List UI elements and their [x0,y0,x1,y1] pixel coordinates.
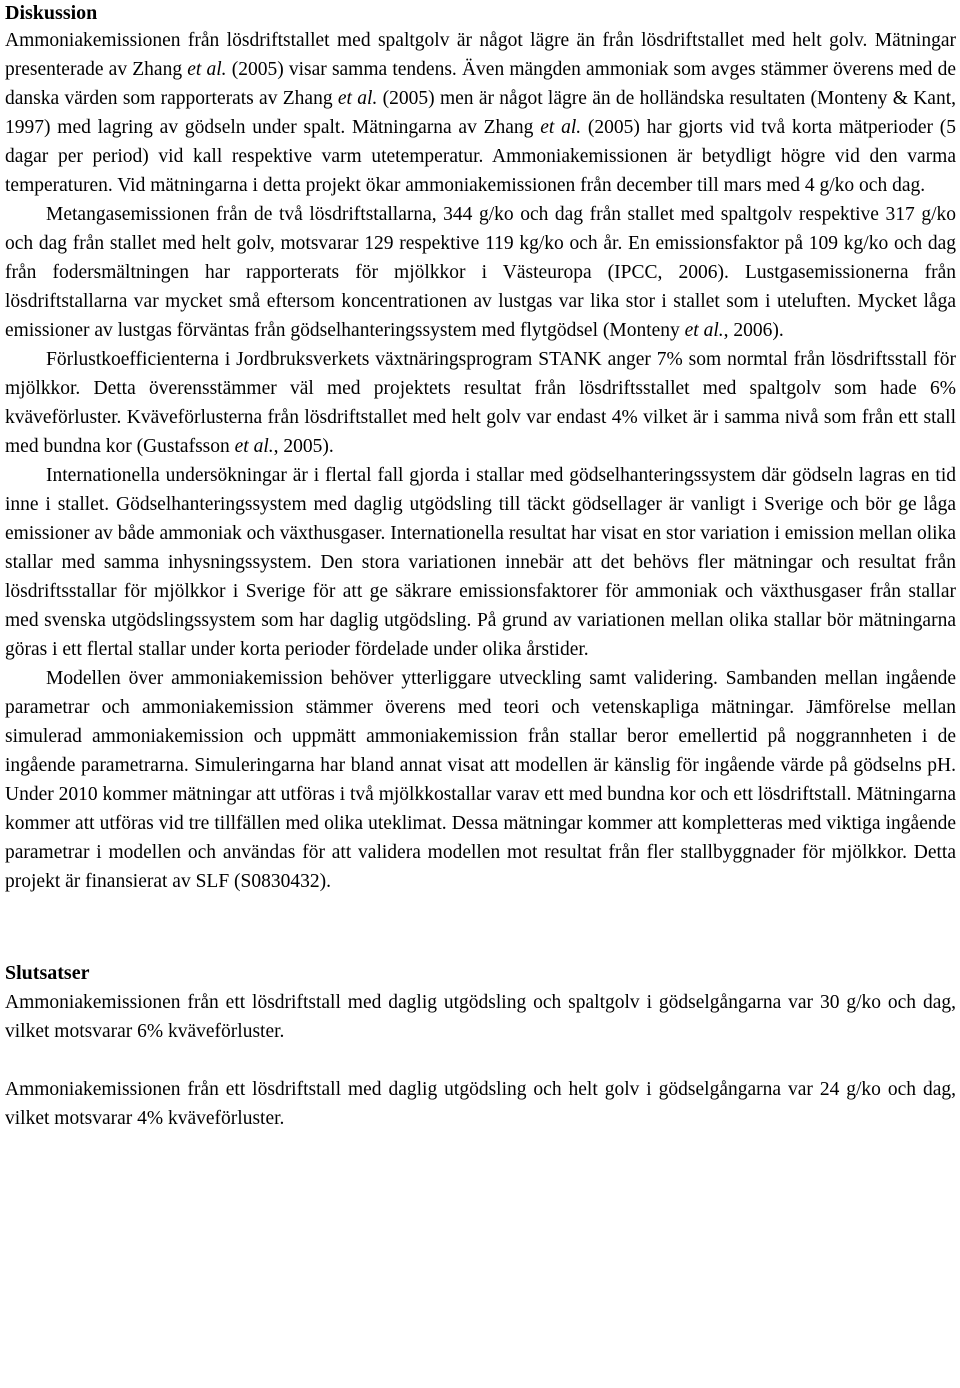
paragraph [5,345,956,461]
section-heading-slutsatser: Slutsatser [5,962,90,984]
italic-text-run: et al. [540,117,582,138]
italic-text-run: et al. [234,436,274,457]
text-run: , 2005). [273,436,334,457]
text-run: Internationella undersökningar är i flertal fall gjorda i stallar med gödselhanteringssystem där gödseln lagras en tid inne i stallet. Gödselhanteringssystem med daglig utgödsling till täckt gödsellager är vanligt i Sverige och bör ge låga emissioner av både ammoniak och växthusgaser. Internationella resultat har visat en stor variation i emission mellan olika stallar med samma inhysningssystem. Den stora variationen innebär att det behövs fler mätningar och resultat från lösdriftsstallar för mjölkkor i Sverige för att ge säkrare emissionsfaktorer för ammoniak och växthusgaser från stallar med svenska utgödslingssystem som har daglig utgödsling. På grund av variationen mellan olika stallar bör mätningarna göras i ett flertal stallar under korta perioder fördelade under olika årstider. [5,465,956,660]
text-run: (2005) har gjorts vid två korta mätperioder (5 dagar per period) vid kall respektive varm utetemperatur. Ammoniakemissionen är betydligt högre vid den varma temperaturen. Vid mätningarna i detta projekt ökar ammoniakemissionen från december till mars med 4 g/ko och dag. [5,117,956,196]
paragraph [5,26,956,200]
text-run: Metangasemissionen från de två lösdriftstallarna, 344 g/ko och dag från stallet med spaltgolv respektive 317 g/ko och dag från stallet med helt golv, motsvarar 129 respektive 119 kg/ko och år. En emissionsfaktor på 109 kg/ko och dag från fodersmältningen har rapporterats för mjölkkor i Västeuropa (IPCC, 2006). Lustgasemissionerna från lösdriftstallarna var mycket små eftersom koncentrationen av lustgas var lika stor i stallet som i uteluften. Mycket låga emissioner av lustgas förväntas från gödselhanteringssystem med flytgödsel (Monteny [5,204,956,341]
paragraph [5,200,956,345]
paragraph [5,1075,956,1133]
text-run: , 2006). [723,320,784,341]
text-run: Ammoniakemissionen från ett lösdriftstall med daglig utgödsling och helt golv i gödselgångarna var 24 g/ko och dag, vilket motsvarar 4% kväveförluster. [5,1079,956,1129]
italic-text-run: et al. [684,320,724,341]
text-run: Ammoniakemissionen från ett lösdriftstall med daglig utgödsling och spaltgolv i gödselgångarna var 30 g/ko och dag, vilket motsvarar 6% kväveförluster. [5,992,956,1042]
text-run: Modellen över ammoniakemission behöver ytterliggare utveckling samt validering. Sambanden mellan ingående parametrar och ammoniakemission stämmer överens med teori och vetenskapliga mätningar. Jämförelse mellan simulerad ammoniakemission och uppmätt ammoniakemission från stallar beror emellertid på noggrannheten i de ingående parametrarna. Simuleringarna har bland annat visat att modellen är känslig för ingående värde på gödselns pH. Under 2010 kommer mätningar att utföras i två mjölkkostallar varav ett med bundna kor och ett lösdriftstall. Mätningarna kommer att utföras vid tre tillfällen med olika uteklimat. Dessa mätningar kommer att kompletteras med viktiga ingående parametrar i modellen och användas för att validera modellen mot resultat från fler stallbyggnader för mjölkkor. Detta projekt är finansierat av SLF (S0830432). [5,668,956,892]
paragraph [5,664,956,896]
italic-text-run: et al. [337,88,378,109]
paragraph [5,988,956,1046]
paragraph [5,461,956,664]
section-heading-diskussion: Diskussion [5,2,98,24]
text-run: Ammoniakemissionen från lösdriftstallet med spaltgolv är något lägre än från lösdriftstallet med helt golv. Mätningar presenterade av Zhang [5,30,956,80]
italic-text-run: et al. [187,59,227,80]
text-run: (2005) men är något lägre än de holländska resultaten (Monteny & Kant, 1997) med lagring av gödseln under spalt. Mätningarna av Zhang [5,88,956,138]
text-run: (2005) visar samma tendens. Även mängden ammoniak som avges stämmer överens med de danska värden som rapporterats av Zhang [5,59,956,109]
text-run: Förlustkoefficienterna i Jordbruksverkets växtnäringsprogram STANK anger 7% som normtal från lösdriftsstall för mjölkkor. Detta överensstämmer väl med projektets resultat från lösdriftsstallet med spaltgolv som hade 6% kväveförluster. Kväveförlusterna från lösdriftstallet med helt golv var endast 4% vilket är i samma nivå som från ett stall med bundna kor (Gustafsson [5,349,956,457]
